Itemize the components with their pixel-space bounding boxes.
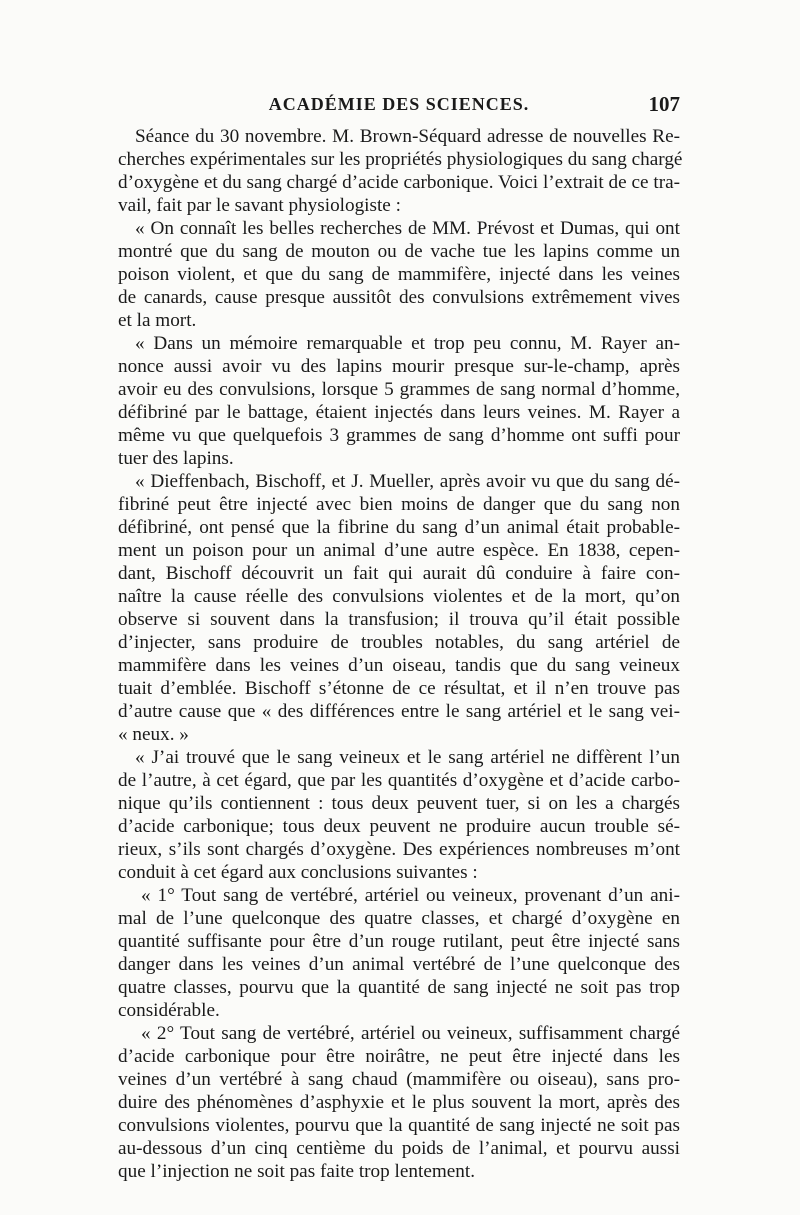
text-line: considérable. (118, 1000, 220, 1021)
text-line: d’autre cause que « des différences entre le sang artériel et le sang vei- (118, 701, 680, 722)
page-number: 107 (648, 92, 680, 116)
text-line: que l’injection ne soit pas faite trop lentement. (118, 1161, 475, 1182)
text-line: d’acide carbonique pour être noirâtre, ne peut être injecté dans les (118, 1046, 680, 1067)
text-line: nique qu’ils contiennent : tous deux peuvent tuer, si on les a chargés (118, 793, 680, 814)
text-line: « 2° Tout sang de vertébré, artériel ou veineux, suffisamment chargé (141, 1023, 680, 1044)
text-line: naître la cause réelle des convulsions violentes et de la mort, qu’on (118, 586, 680, 607)
text-line: ment un poison pour un animal d’une autre espèce. En 1838, cepen- (118, 540, 680, 561)
running-title: ACADÉMIE DES SCIENCES. (268, 94, 530, 114)
text-line: conduit à cet égard aux conclusions suivantes : (118, 862, 478, 883)
text-line: danger dans les veines d’un animal vertébré de l’une quelconque des (118, 954, 680, 975)
text-line: vail, fait par le savant physiologiste : (118, 195, 401, 216)
text-line: poison violent, et que du sang de mammifère, injecté dans les veines (118, 264, 680, 285)
text-line: défibriné, ont pensé que la fibrine du sang d’un animal était probable- (118, 517, 680, 538)
text-line: quatre classes, pourvu que la quantité de sang injecté ne soit pas trop (118, 977, 680, 998)
text-line: tuait d’emblée. Bischoff s’étonne de ce résultat, et il n’en trouve pas (118, 678, 680, 699)
text-line: Séance du 30 novembre. M. Brown-Séquard adresse de nouvelles Re- (135, 126, 680, 147)
text-line: mammifère dans les veines d’un oiseau, tandis que du sang veineux (118, 655, 680, 676)
text-line: de l’autre, à cet égard, que par les quantités d’oxygène et d’acide carbo- (118, 770, 680, 791)
text-line: de canards, cause presque aussitôt des convulsions extrêmement vives (118, 287, 680, 308)
text-line: tuer des lapins. (118, 448, 234, 469)
text-line: défibriné par le battage, étaient injectés dans leurs veines. M. Rayer a (118, 402, 680, 423)
body-text (118, 125, 683, 1183)
text-line: mal de l’une quelconque des quatre classes, et chargé d’oxygène en (118, 908, 680, 929)
text-line: « 1° Tout sang de vertébré, artériel ou veineux, provenant d’un ani- (141, 885, 680, 906)
text-line: d’injecter, sans produire de troubles notables, du sang artériel de (118, 632, 680, 653)
text-line: même vu que quelquefois 3 grammes de sang d’homme ont suffi pour (118, 425, 680, 446)
text-line: cherches expérimentales sur les propriétés physiologiques du sang chargé (118, 149, 683, 170)
text-line: « Dans un mémoire remarquable et trop peu connu, M. Rayer an- (135, 333, 680, 354)
text-line: « On connaît les belles recherches de MM. Prévost et Dumas, qui ont (135, 218, 680, 239)
text-line: et la mort. (118, 310, 197, 331)
text-line: quantité suffisante pour être d’un rouge rutilant, peut être injecté sans (118, 931, 680, 952)
text-line: veines d’un vertébré à sang chaud (mammifère ou oiseau), sans pro- (118, 1069, 680, 1090)
text-line: « J’ai trouvé que le sang veineux et le sang artériel ne diffèrent l’un (135, 747, 680, 768)
text-line: dant, Bischoff découvrit un fait qui aurait dû conduire à faire con- (118, 563, 680, 584)
text-line: montré que du sang de mouton ou de vache tue les lapins comme un (118, 241, 680, 262)
text-line: « neux. » (118, 724, 189, 745)
text-line: au-dessous d’un cinq centième du poids de l’animal, et pourvu aussi (118, 1138, 680, 1159)
text-line: « Dieffenbach, Bischoff, et J. Mueller, après avoir vu que du sang dé- (135, 471, 680, 492)
text-line: fibriné peut être injecté avec bien moins de danger que du sang non (118, 494, 680, 515)
running-head (118, 88, 680, 124)
text-line: nonce aussi avoir vu des lapins mourir presque sur-le-champ, après (118, 356, 680, 377)
text-line: duire des phénomènes d’asphyxie et le plus souvent la mort, après des (118, 1092, 680, 1113)
text-line: observe si souvent dans la transfusion; il trouva qu’il était possible (118, 609, 680, 630)
text-line: rieux, s’ils sont chargés d’oxygène. Des expériences nombreuses m’ont (118, 839, 680, 860)
text-line: avoir eu des convulsions, lorsque 5 grammes de sang normal d’homme, (118, 379, 680, 400)
text-line: d’oxygène et du sang chargé d’acide carbonique. Voici l’extrait de ce tra- (118, 172, 680, 193)
text-line: d’acide carbonique; tous deux peuvent ne produire aucun trouble sé- (118, 816, 680, 837)
text-line: convulsions violentes, pourvu que la quantité de sang injecté ne soit pas (118, 1115, 680, 1136)
